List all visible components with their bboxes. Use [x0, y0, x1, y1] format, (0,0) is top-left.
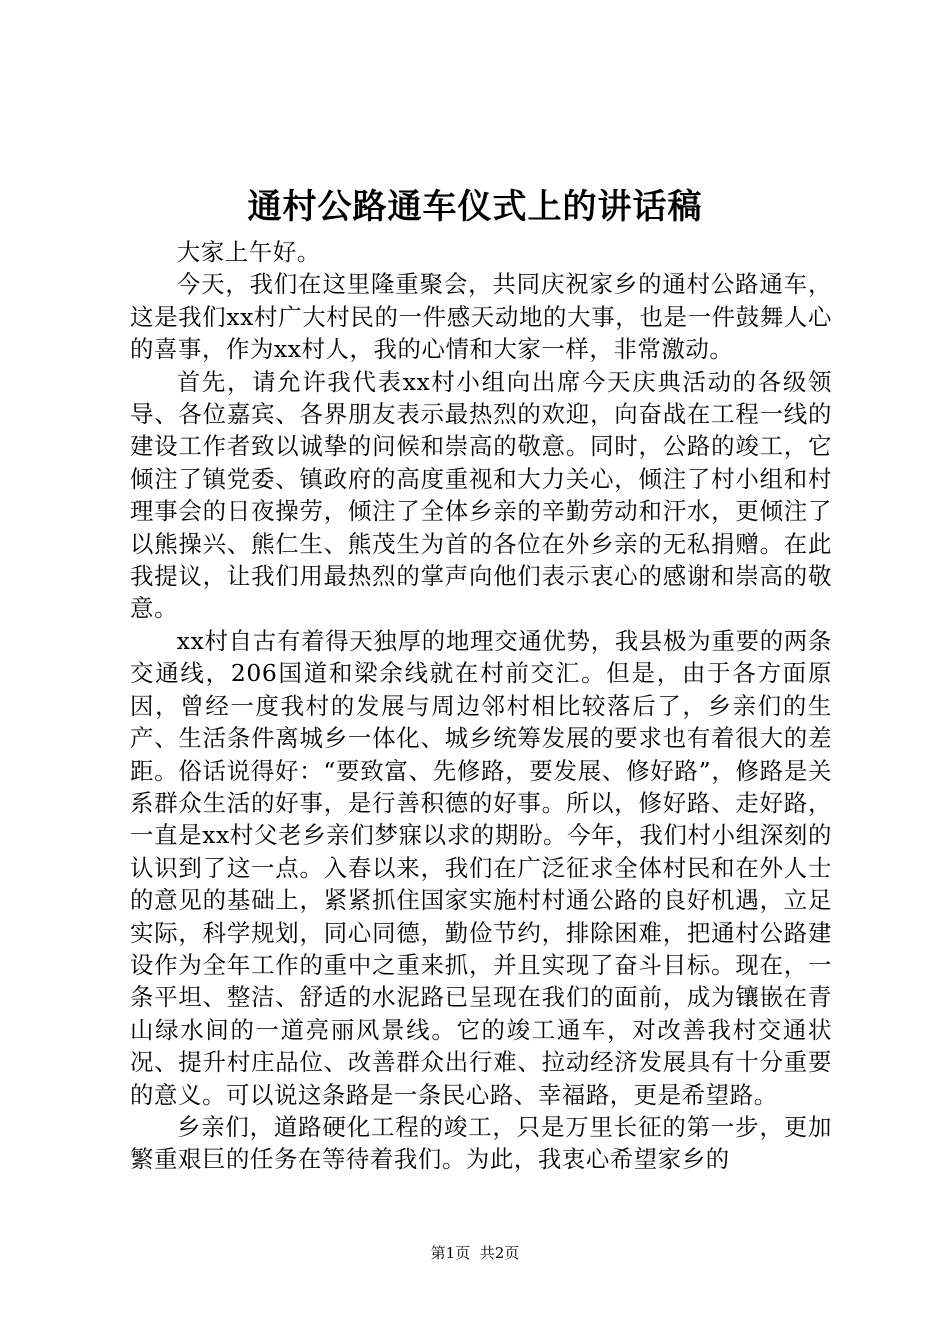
paragraph-thanks: 首先，请允许我代表xx村小组向出席今天庆典活动的各级领导、各位嘉宾、各界朋友表示最热烈的欢迎，向奋战在工程一线的建设工作者致以诚挚的问候和崇高的敬意。同时，公路的竣工，它倾注了镇党委、镇政府的高度重视和大力关心，倾注了村小组和村理事会的日夜操劳，倾注了全体乡亲的辛勤劳动和汗水，更倾注了以熊操兴、熊仁生、熊茂生为首的各位在外乡亲的无私捐赠。在此我提议，让我们用最热烈的掌声向他们表示衷心的感谢和崇高的敬意。	[130, 367, 832, 623]
page-number: 第1页	[430, 1244, 471, 1262]
paragraph-next-steps: 乡亲们，道路硬化工程的竣工，只是万里长征的第一步，更加繁重艰巨的任务在等待着我们。为此，我衷心希望家乡的	[130, 1112, 832, 1174]
page-footer	[0, 1242, 950, 1264]
document-body	[130, 236, 832, 1176]
paragraph-village-history: xx村自古有着得天独厚的地理交通优势，我县极为重要的两条交通线，206国道和梁余线就在村前交汇。但是，由于各方面原因，曾经一度我村的发展与周边邻村相比较落后了，乡亲们的生产、生活条件离城乡一体化、城乡统筹发展的要求也有着很大的差距。俗话说得好：“要致富、先修路，要发展、修好路”，修路是关系群众生活的好事，是行善积德的好事。所以，修好路、走好路，一直是xx村父老乡亲们梦寐以求的期盼。今年，我们村小组深刻的认识到了这一点。入春以来，我们在广泛征求全体村民和在外人士的意见的基础上，紧紧抓住国家实施村村通公路的良好机遇，立足实际，科学规划，同心同德，勤俭节约，排除困难，把通村公路建设作为全年工作的重中之重来抓，并且实现了奋斗目标。现在，一条平坦、整洁、舒适的水泥路已呈现在我们的面前，成为镶嵌在青山绿水间的一道亮丽风景线。它的竣工通车，对改善我村交通状况、提升村庄品位、改善群众出行难、拉动经济发展具有十分重要的意义。可以说这条路是一条民心路、幸福路，更是希望路。	[130, 626, 832, 1109]
document-title: 通村公路通车仪式上的讲话稿	[247, 187, 703, 227]
paragraph-greeting: 大家上午好。	[176, 238, 321, 266]
paragraph-celebration: 今天，我们在这里隆重聚会，共同庆祝家乡的通村公路通车，这是我们xx村广大村民的一件感天动地的大事，也是一件鼓舞人心的喜事，作为xx村人，我的心情和大家一样，非常激动。	[130, 270, 832, 364]
page-total: 共2页	[479, 1244, 520, 1262]
footer-gap	[470, 1244, 480, 1262]
